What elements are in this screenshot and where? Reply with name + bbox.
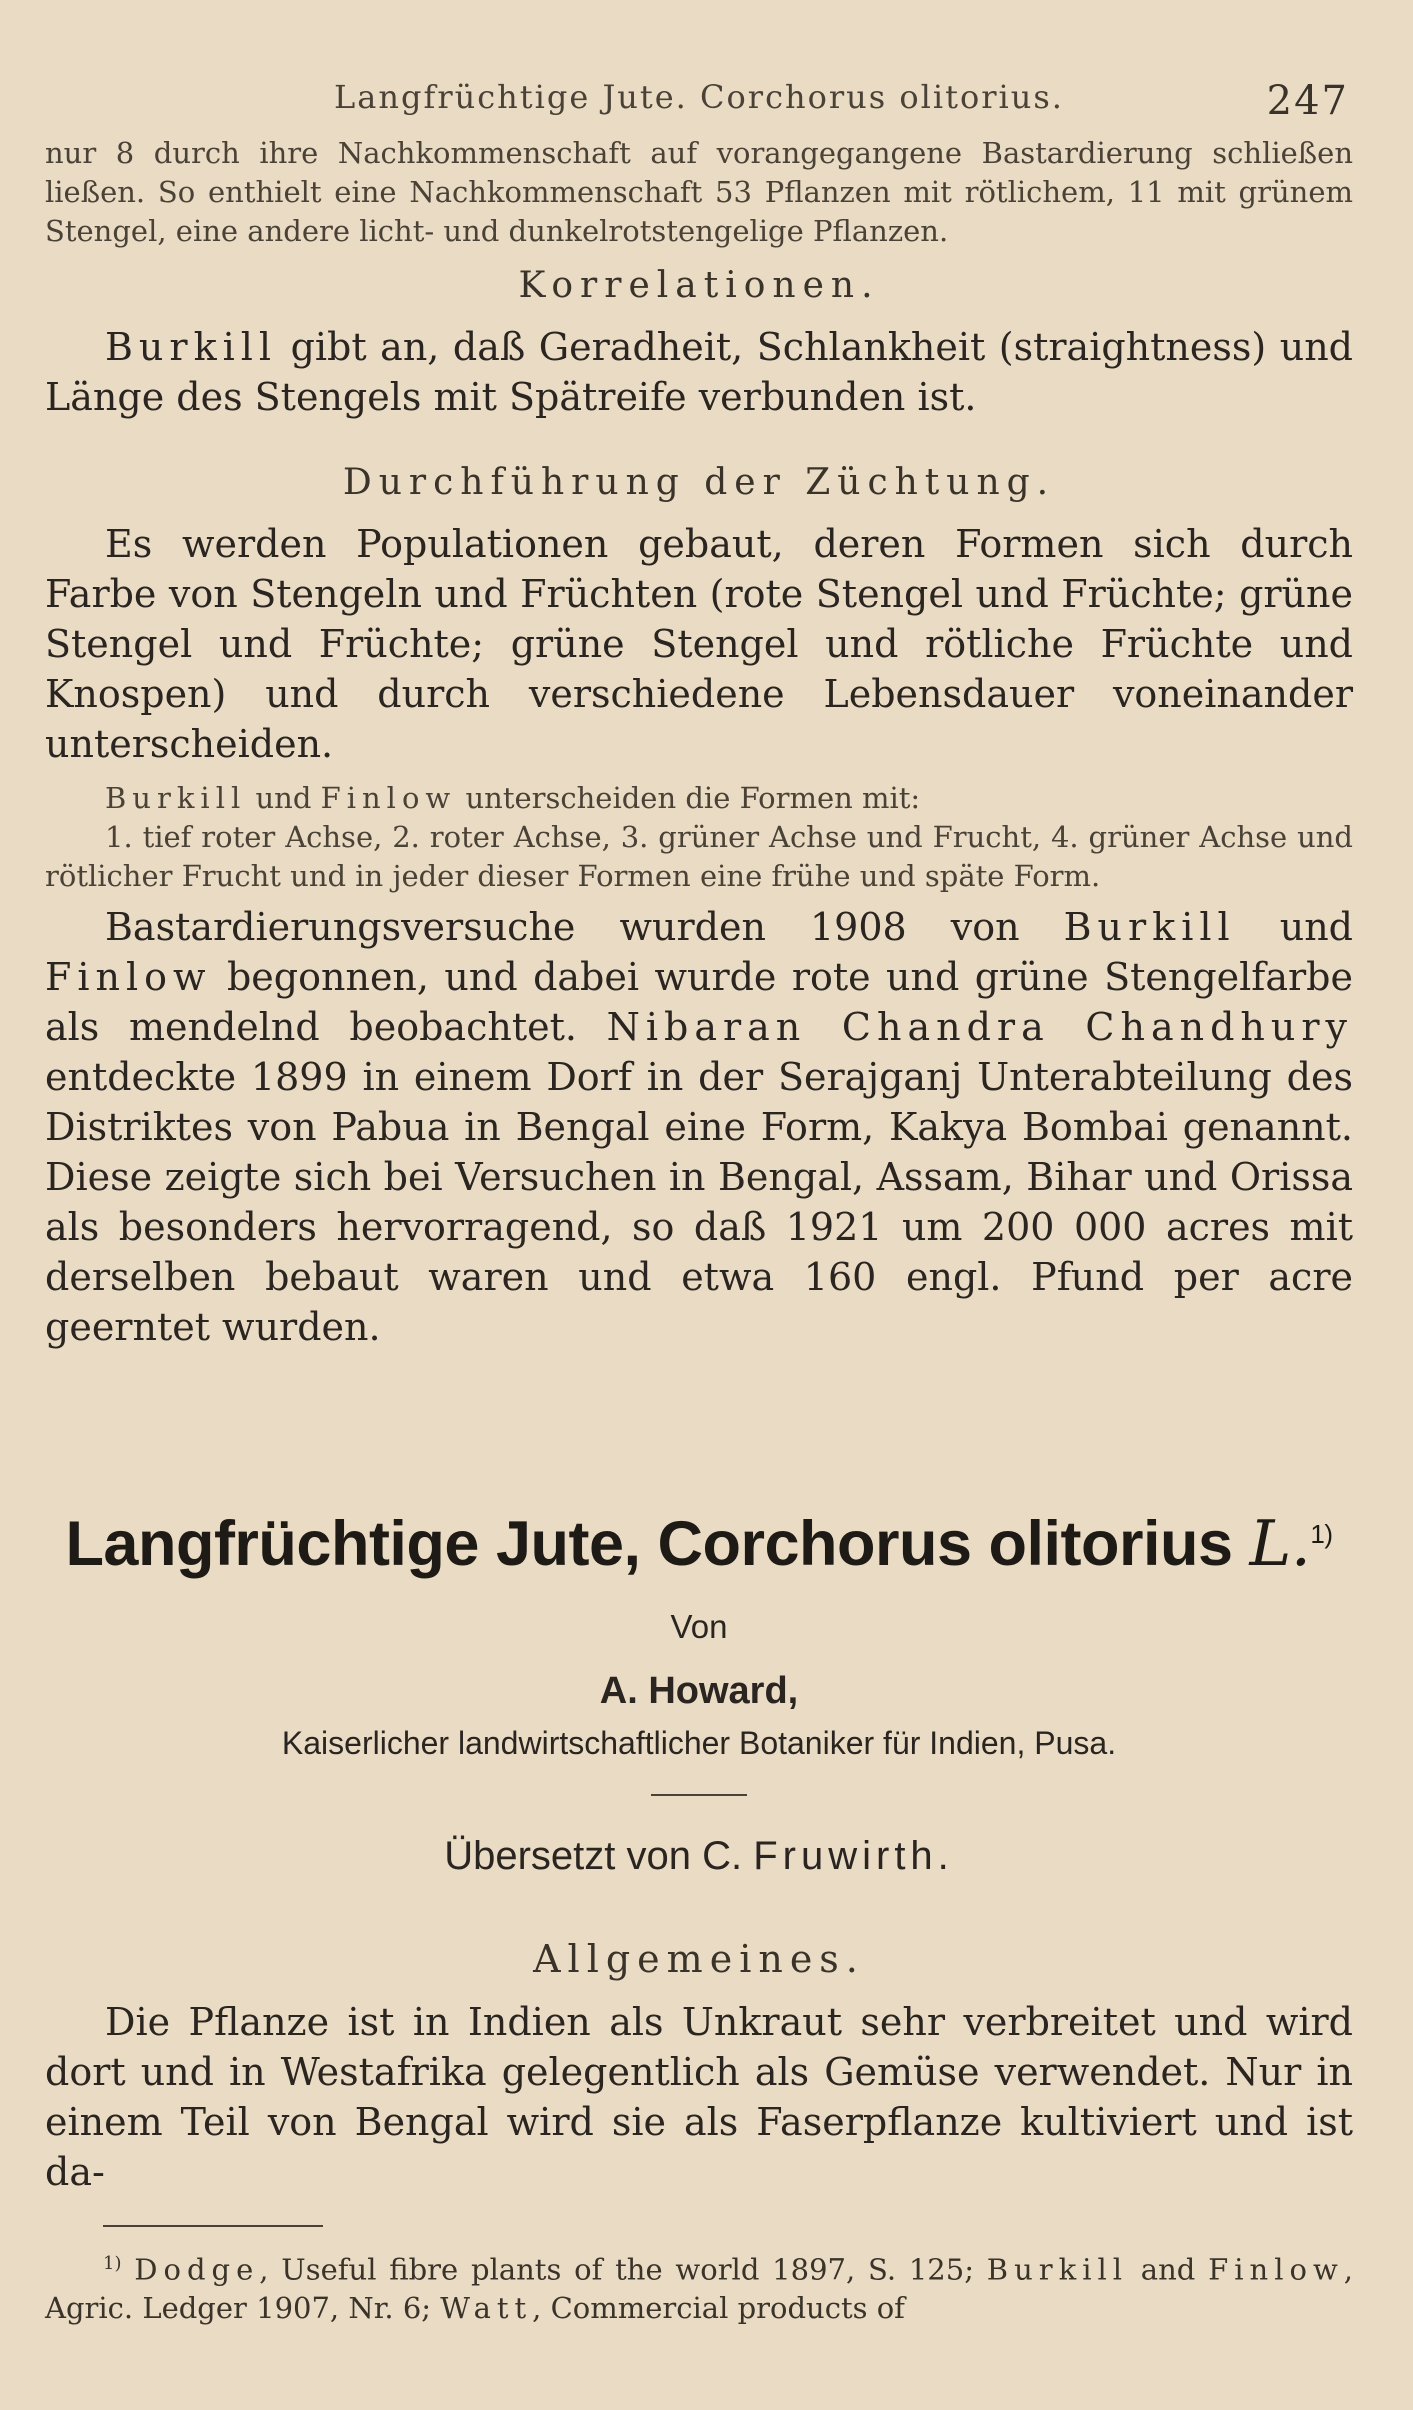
title-authority: L.: [1249, 1507, 1311, 1580]
footnote: [45, 2245, 1353, 2327]
forms-list: 1. tief roter Achse, 2. roter Achse, 3. grüner Achse und Frucht, 4. grüner Achse und rötlicher Frucht und in jeder dieser Formen eine frühe und späte Form.: [45, 820, 1353, 893]
author-name: Finlow: [1208, 2252, 1344, 2287]
title-footnote-mark: 1): [1310, 1519, 1333, 1549]
footnote-and: and: [1128, 2252, 1209, 2287]
divider-rule: [651, 1794, 747, 1796]
section-heading-correlations: Korrelationen.: [518, 265, 880, 306]
breeding-paragraph-1: Es werden Populationen gebaut, deren Formen sich durch Farbe von Stengeln und Früchten (rote Stengel und Früchte; grüne Stengel und Früchte; grüne Stengel und rötliche Früchte und Knospen) und durch verschiedene Lebensdauer voneinander unterscheiden.: [45, 522, 1353, 766]
section-heading-general: Allgemeines.: [533, 1937, 865, 1981]
correlations-text: gibt an, daß Geradheit, Schlankheit (straightness) und Länge des Stengels mit Spätreife verbunden ist.: [45, 325, 1353, 419]
running-title: Langfrüchtige Jute. Corchorus olitorius.: [334, 78, 1064, 116]
forms-intro: [45, 779, 1353, 818]
person-name: Nibaran Chandra Chandhury: [606, 1005, 1353, 1049]
author-name: Burkill: [1063, 905, 1236, 949]
footnote-text-1: , Useful fibre plants of the world 1897, S. 125;: [259, 2252, 987, 2287]
article-paragraph: Die Pflanze ist in Indien als Unkraut sehr verbreitet und wird dort und in Westafrika gelegentlich als Gemüse verwendet. Nur in einem Teil von Bengal wird sie als Faserpflanze kultiviert und ist da-: [45, 2000, 1353, 2194]
running-head: [45, 78, 1353, 134]
article-title-text: Langfrüchtige Jute, Corchorus olitorius: [65, 1509, 1250, 1579]
p2-end: entdeckte 1899 in einem Dorf in der Serajganj Unterabteilung des Distriktes von Pabua in Bengal eine Form, Kakya Bombai genannt. Diese zeigte sich bei Versuchen in Bengal, Assam, Bihar und Orissa als besonders hervorragend, so daß 1921 um 200 000 acres mit derselben bebaut waren und etwa 160 engl. Pfund per acre geerntet wurden.: [45, 1055, 1353, 1349]
translator-line: [45, 1834, 1353, 1879]
footnote-text-3: , Commercial products of: [532, 2290, 905, 2325]
article-title: [45, 1507, 1353, 1580]
byline-von: Von: [670, 1608, 728, 1645]
author-name: Finlow: [45, 955, 212, 999]
page-number: 247: [1266, 78, 1349, 124]
footnote-mark: 1): [103, 2253, 122, 2274]
author-name: Watt: [440, 2290, 533, 2325]
translator-prefix: Übersetzt von C.: [444, 1834, 754, 1878]
translator-name: Fruwirth.: [753, 1834, 954, 1878]
footnote-text-2: , Agric. Ledger 1907, Nr. 6;: [45, 2252, 1353, 2325]
closing-paragraph: nur 8 durch ihre Nachkommenschaft auf vorangegangene Bastardierung schließen ließen. So enthielt eine Nachkommenschaft 53 Pflanzen mit rötlichem, 11 mit grünem Stengel, eine andere licht- und dunkelrotstengelige Pflanzen.: [45, 136, 1353, 248]
forms-list-block: [45, 779, 1353, 896]
p2-and: und: [1235, 905, 1353, 949]
section-heading-breeding: Durchführung der Züchtung.: [342, 462, 1056, 503]
forms-and: und: [246, 781, 321, 815]
breeding-paragraph-2: [45, 902, 1353, 1352]
author-name: Burkill: [986, 2252, 1129, 2287]
article-author: A. Howard,: [599, 1670, 799, 1712]
footnote-rule: [103, 2225, 323, 2227]
author-name: Burkill: [105, 781, 247, 815]
author-affiliation: Kaiserlicher landwirtschaftlicher Botaniker für Indien, Pusa.: [281, 1725, 1117, 1761]
forms-intro-text: unterscheiden die Formen mit:: [456, 781, 921, 815]
author-name: Burkill: [105, 325, 278, 369]
correlations-paragraph: [45, 322, 1353, 422]
author-name: Finlow: [320, 781, 457, 815]
p2-mid: begonnen, und dabei wurde rote und grüne Stengelfarbe als mendelnd beobachtet.: [45, 955, 1353, 1049]
author-name: Dodge: [134, 2252, 260, 2287]
p2-start: Bastardierungsversuche wurden 1908 von: [105, 905, 1064, 949]
